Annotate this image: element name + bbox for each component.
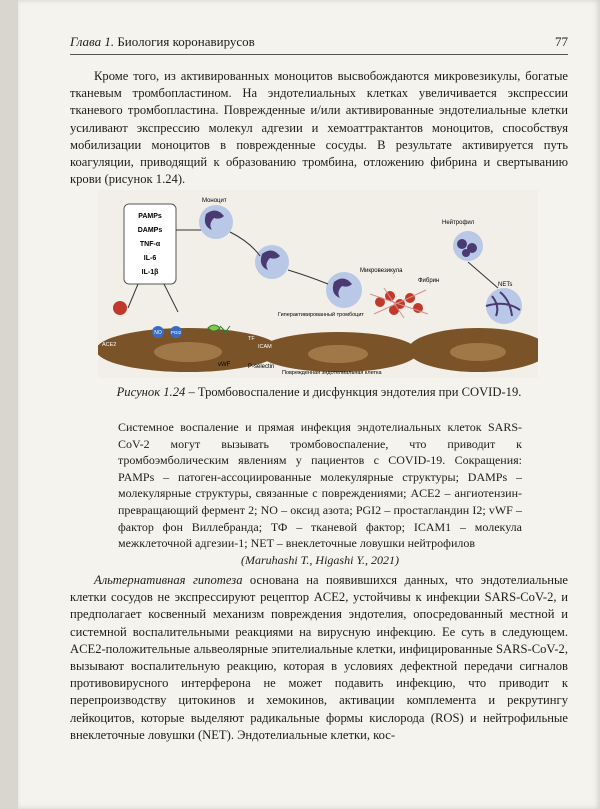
hypothesis-text: основана на появившихся данных, что эндотелиальные клетки сосудов не экспрессируют рецептор ACE2, устойчивы к инфекции SARS-CoV-2, и предполагает косвенный механизм повреждения эндотелия, опосредованный местной и системной воспалительными реакциями на вирусную инфекцию. Ее суть в следующем. ACE2-положительные альвеолярные эпителиальные клетки, инфицированные SARS-CoV-2, вызывают воспалительную реакцию, которая в условиях дефектной передачи сигналов противовирусного интерферона не может подавить инфекцию, что приводит к перепроизводству цитокинов и хемокинов, активации комплемента и рекрутингу лейкоцитов, которые выделяют радикальные формы кислорода (ROS) и нейтрофильные внеклеточные ловушки (NET). Эндотелиальные клетки, кос- xyxy=(70,573,568,742)
no-label: NO xyxy=(154,330,162,336)
virus-particle xyxy=(113,301,127,315)
caption-body xyxy=(118,419,522,552)
intro-text: Кроме того, из активированных моноцитов высвобождаются микровезикулы, богатые тканевым тромбопластином. На эндотелиальных клетках увеличивается экспрессии тканевого тромбопластина. Поврежденные и/или активированные эндотелиальные клетки усиливают экспрессию молекул адгезии и хемоаттрактантов моноцитов, способствуя мобилизации моноцитов в поврежденные сосуды. В результате активируется путь коагуляции, приводящий к образованию тромбина, отложению фибрина и свертыванию крови (рисунок 1.24). xyxy=(70,69,568,187)
pselectin-label: P-selectin xyxy=(248,364,275,370)
monocyte-1 xyxy=(199,205,233,239)
ace2-label: ACE2 xyxy=(102,342,117,348)
signal-il6: IL-6 xyxy=(143,255,157,262)
signal-il1b: IL-1β xyxy=(141,269,159,276)
microvesicle-label: Микровезикула xyxy=(360,268,403,274)
hypothesis-paragraph xyxy=(70,572,568,744)
signal-tnf: TNF-α xyxy=(139,241,161,248)
page-header xyxy=(70,34,568,55)
caption-body-text: Системное воспаление и прямая инфекция эндотелиальных клеток SARS-CoV-2 могут вызывать тромбовоспаление, что приводит к тромбоэмболическим явлениям у пациентов с COVID-19. Сокращения: PAMPs – патоген-ассоциированные молекулярные структуры; DAMPs – молекулярные структуры, связанные с повреждениями; ACE2 – ангиотензин-превращающий фермент 2; NO – оксид азота; PGI2 – простагландин I2; vWF – фактор фон Виллебранда; ТФ – тканевой фактор; ICAM1 – молекула межклеточной адгезии-1; NET – внеклеточные ловушки нейтрофилов xyxy=(118,420,522,551)
caption-label: Рисунок 1.24 xyxy=(116,385,186,399)
pgi2-label: PGI2 xyxy=(170,330,182,335)
nets-label: NETs xyxy=(498,282,513,288)
page-number: 77 xyxy=(555,34,568,49)
chapter-label: Глава 1. xyxy=(70,34,115,49)
caption-text: – Тромбовоспаление и дисфункция эндотелия при COVID-19. xyxy=(185,385,522,399)
monocyte-3 xyxy=(326,272,362,308)
caption-source: (Maruhashi T., Higashi Y., 2021) xyxy=(240,553,400,567)
figure-thromboinflammation xyxy=(98,190,538,378)
book-page xyxy=(18,0,600,809)
vwf-label: vWF xyxy=(218,362,231,368)
intro-paragraph xyxy=(70,68,568,188)
signal-damps: DAMPs xyxy=(137,227,163,234)
fibrin-label: Фибрин xyxy=(418,278,440,284)
hypothesis-lead: Альтернативная гипотеза xyxy=(94,573,243,587)
cell-label: Поврежденная эндотелиальная клетка xyxy=(282,370,382,376)
neutrophil-label: Нейтрофил xyxy=(442,220,475,226)
neutrophil-2 xyxy=(486,288,522,324)
tf-label: TF xyxy=(248,336,255,342)
platelet-label: Гиперактивированный тромбоцит xyxy=(278,312,364,318)
signal-pamps: PAMPs xyxy=(138,213,162,220)
figure-caption xyxy=(70,384,568,401)
chapter-title: Биология коронавирусов xyxy=(114,34,255,49)
icam-label: ICAM xyxy=(258,344,272,350)
monocyte-label: Моноцит xyxy=(202,198,227,204)
monocyte-2 xyxy=(255,245,289,279)
